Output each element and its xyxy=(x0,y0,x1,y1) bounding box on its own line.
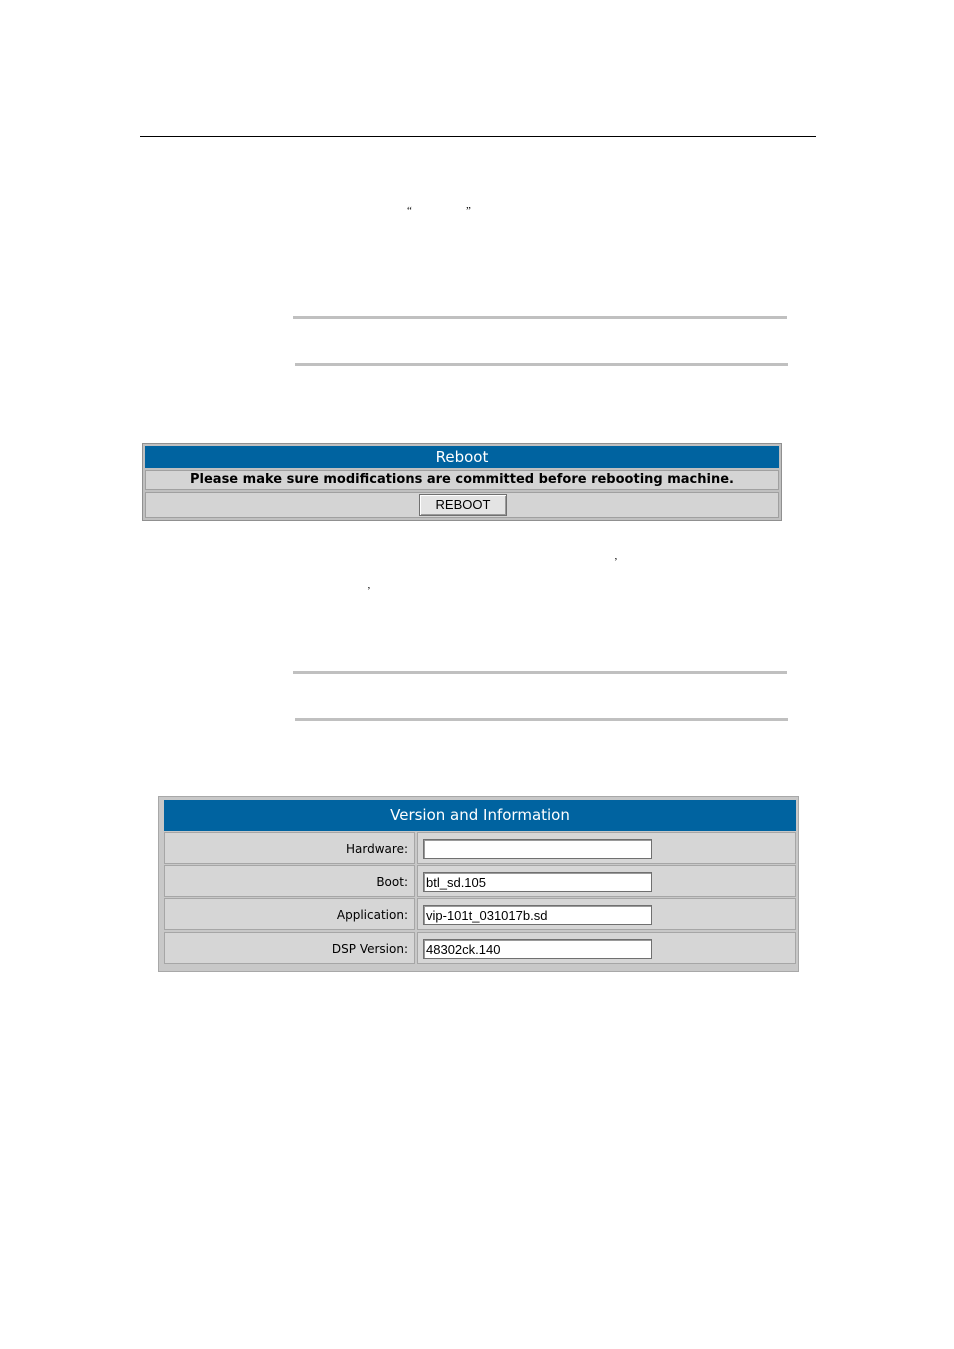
dsp-version-value-cell xyxy=(417,932,796,964)
version-panel-title: Version and Information xyxy=(164,800,796,831)
note-rule-top xyxy=(293,316,787,319)
reboot-panel-title: Reboot xyxy=(145,446,779,468)
hardware-field[interactable] xyxy=(423,839,652,859)
hardware-value-cell xyxy=(417,832,796,864)
apostrophe-mark: ’ xyxy=(367,585,371,597)
page-header-rule xyxy=(140,136,816,137)
application-field[interactable] xyxy=(423,905,652,925)
version-row-application xyxy=(164,898,796,930)
version-row-dsp xyxy=(164,932,796,964)
reboot-button-row xyxy=(145,492,779,518)
boot-value-cell xyxy=(417,865,796,897)
reboot-panel xyxy=(142,443,782,521)
version-info-panel xyxy=(158,796,799,972)
application-value-cell xyxy=(417,898,796,930)
application-label: Application: xyxy=(164,898,415,930)
hardware-label: Hardware: xyxy=(164,832,415,864)
reboot-button[interactable]: REBOOT xyxy=(419,494,507,516)
open-quote-mark: “ xyxy=(407,205,412,217)
boot-field[interactable] xyxy=(423,872,652,892)
dsp-version-label: DSP Version: xyxy=(164,932,415,964)
note-rule-bottom xyxy=(295,363,788,366)
reboot-warning-message: Please make sure modifications are committed before rebooting machine. xyxy=(145,470,779,490)
dsp-version-field[interactable] xyxy=(423,939,652,959)
note-rule-top xyxy=(293,671,787,674)
apostrophe-mark: ’ xyxy=(614,556,618,568)
version-row-boot xyxy=(164,865,796,897)
note-rule-bottom xyxy=(295,718,788,721)
close-quote-mark: ” xyxy=(466,205,471,217)
version-row-hardware xyxy=(164,832,796,864)
boot-label: Boot: xyxy=(164,865,415,897)
